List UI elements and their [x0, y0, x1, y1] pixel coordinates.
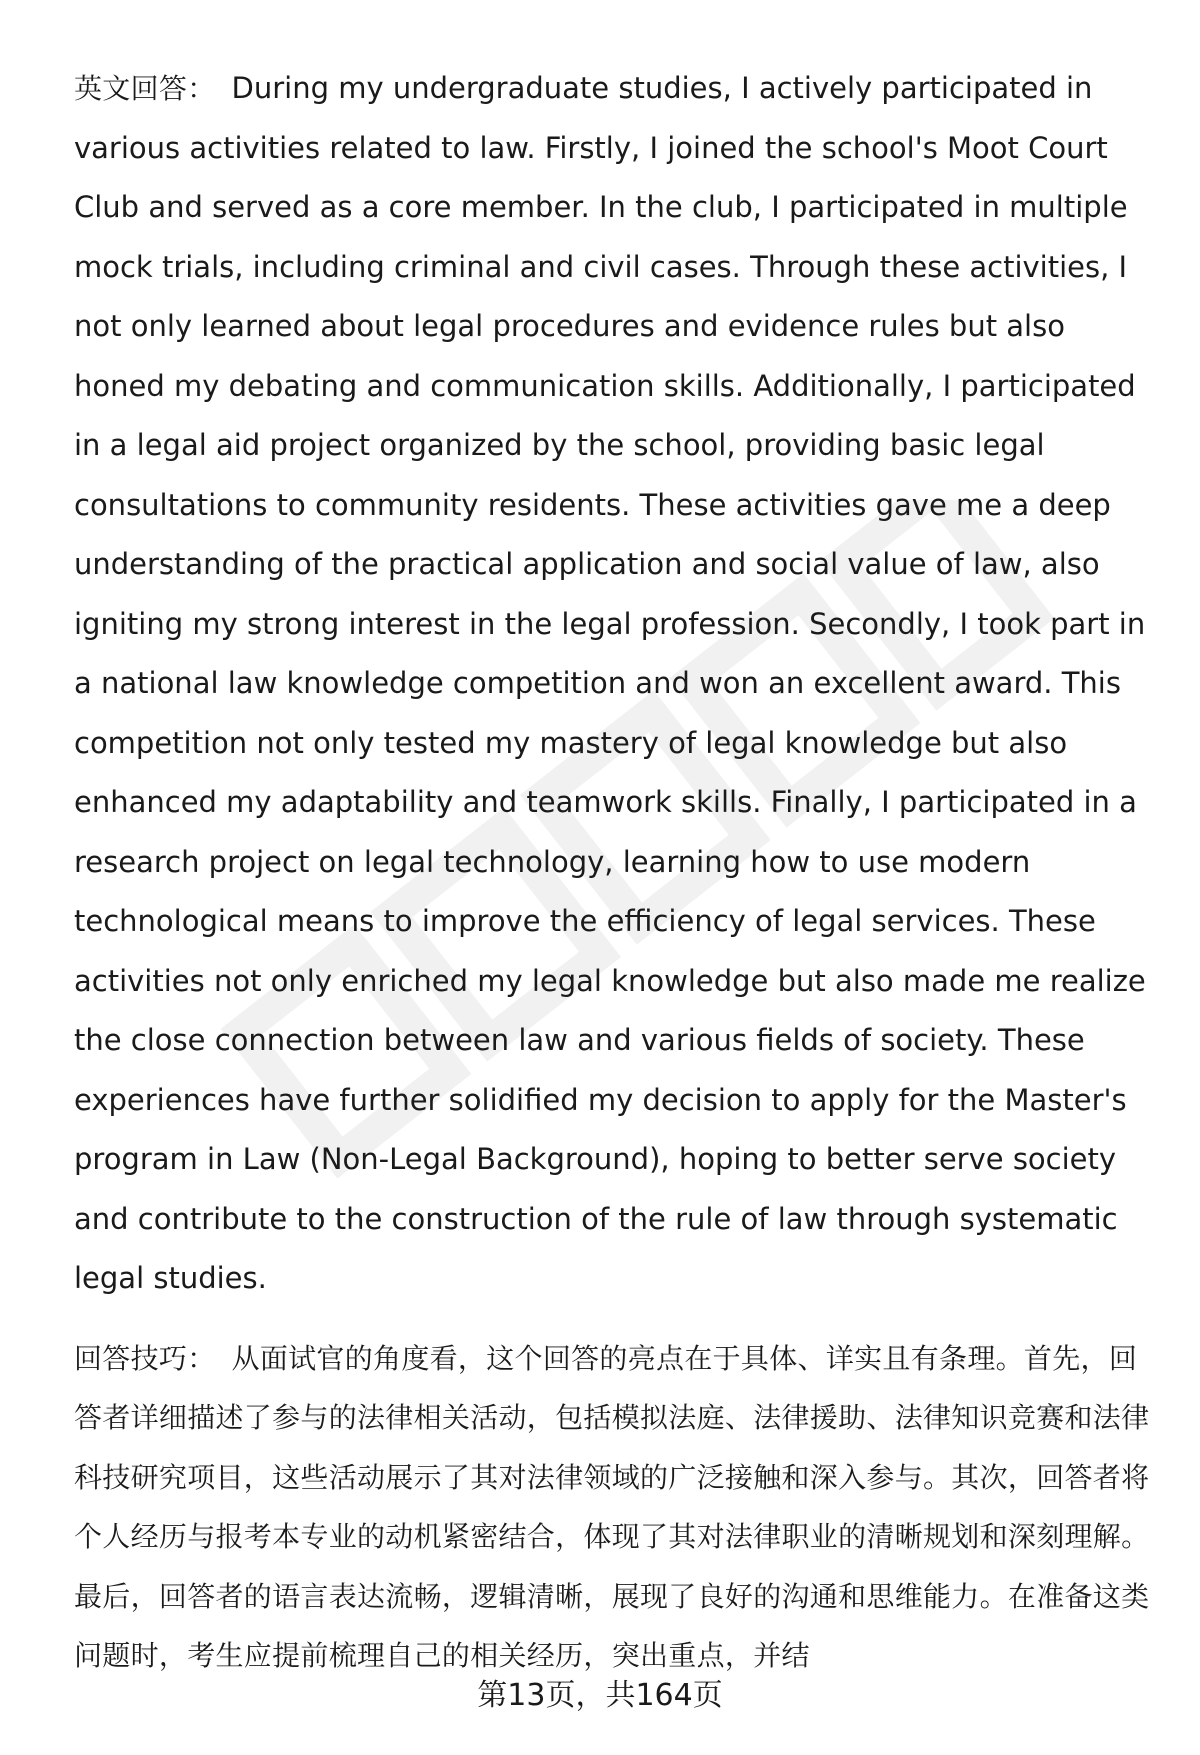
document-body [74, 59, 1164, 1686]
page-number: 第13页，共164页 [477, 1678, 723, 1713]
english-answer-label: 英文回答： [74, 72, 216, 105]
english-answer-paragraph [74, 59, 1164, 1309]
answer-tips-paragraph [74, 1329, 1164, 1686]
english-answer-text: During my undergraduate studies, I actively participated in various activities related to law. Firstly, I joined the school's Moot Court Club and served as a core member. In the club, I participated in multiple mock trials, including criminal and civil cases. Through these activities, I not only learned about legal procedures and evidence rules but also honed my debating and communication skills. Additionally, I participated in a legal aid project organized by the school, providing basic legal consultations to community residents. These activities gave me a deep understanding of the practical application and social value of law, also igniting my strong interest in the legal profession. Secondly, I took part in a national law knowledge competition and won an excellent award. This competition not only tested my mastery of legal knowledge but also enhanced my adaptability and teamwork skills. Finally, I participated in a research project on legal technology, learning how to use modern technological means to improve the efficiency of legal services. These activities not only enriched my legal knowledge but also made me realize the close connection between law and various fields of society. These experiences have further solidified my decision to apply for the Master's program in Law (Non-Legal Background), hoping to better serve society and contribute to the construction of the rule of law through systematic legal studies. [74, 71, 1146, 1295]
answer-tips-text: 从面试官的角度看，这个回答的亮点在于具体、详实且有条理。首先，回答者详细描述了参与的法律相关活动，包括模拟法庭、法律援助、法律知识竞赛和法律科技研究项目，这些活动展示了其对法律领域的广泛接触和深入参与。其次，回答者将个人经历与报考本专业的动机紧密结合，体现了其对法律职业的清晰规划和深刻理解。最后，回答者的语言表达流畅，逻辑清晰，展现了良好的沟通和思维能力。在准备这类问题时，考生应提前梳理自己的相关经历，突出重点，并结 [74, 1341, 1150, 1672]
answer-tips-label: 回答技巧： [74, 1341, 216, 1375]
